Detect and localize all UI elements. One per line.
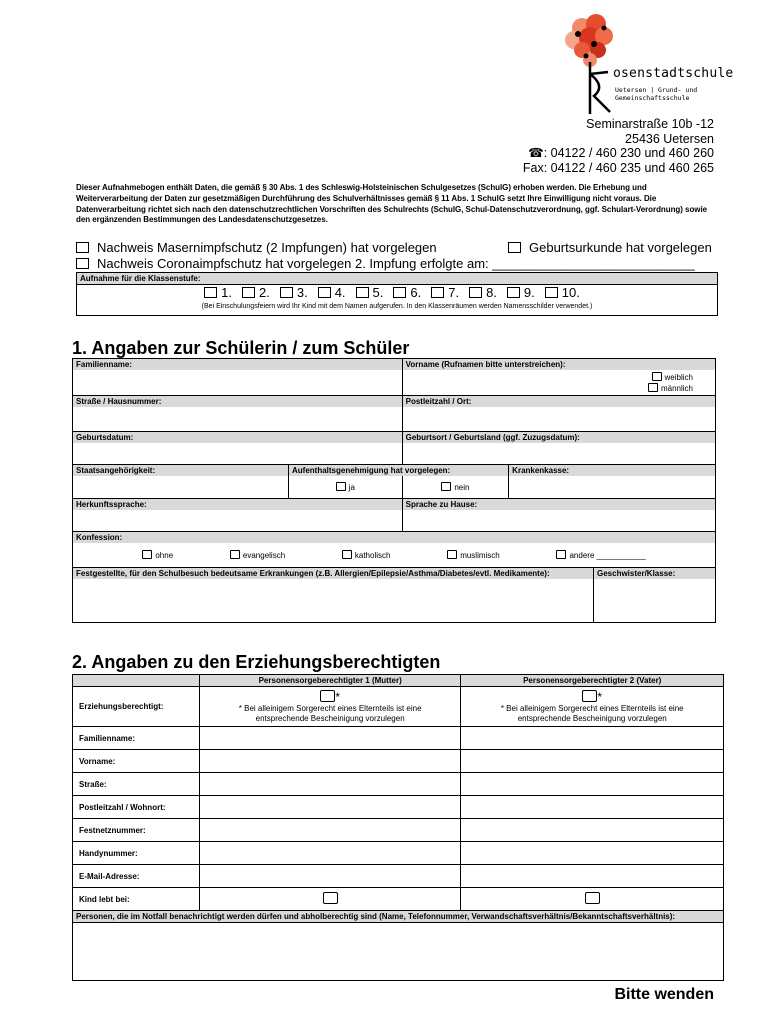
konfession-checkbox[interactable] [556,550,566,559]
guardian2-field[interactable] [461,865,724,888]
klasse-label: 6. [410,285,422,300]
klasse-label: 4. [334,285,346,300]
klasse-checkbox[interactable] [242,287,255,298]
maennlich-label: männlich [660,384,693,393]
klasse-checkbox[interactable] [356,287,369,298]
klasse-label: 8. [486,285,497,300]
vorname-label: Vorname (Rufnamen bitte unterstreichen): [402,359,715,371]
konfession-checkbox[interactable] [342,550,352,559]
ja-checkbox[interactable] [336,482,346,491]
konfession-option [230,550,285,560]
geburtsurkunde-check-row [508,240,712,255]
guardian-row-label: Festnetznummer: [73,819,200,842]
masern-checkbox[interactable] [76,242,89,253]
address-phone: ☎: 04122 / 460 230 und 460 260 [528,146,714,161]
guardian-row [73,773,724,796]
guardian1-star: * [335,689,340,704]
konfession-label: muslimisch [460,550,500,560]
guardian1-checkbox[interactable] [320,690,335,702]
herkunft-field[interactable] [73,510,403,532]
notfall-label: Personen, die im Notfall benachrichtigt werden dürfen und abholberechtig sind (Name, Telefonnummer, Verwandschaftsverhältnis/Bekanntschaftsverhältnis): [73,911,724,923]
klassenstufe-header: Aufnahme für die Klassenstufe: [77,273,717,285]
konfession-option [556,550,645,560]
student-table [72,358,716,568]
guardian-row [73,819,724,842]
konfession-checkbox[interactable] [230,550,240,559]
klasse-option[interactable] [280,285,308,300]
notfall-table [72,911,724,981]
klasse-label: 3. [296,285,308,300]
klasse-checkbox[interactable] [545,287,558,298]
geburtsort-field[interactable] [402,443,715,465]
konfession-label: Konfession: [73,532,716,544]
klasse-checkbox[interactable] [318,287,331,298]
address-city: 25436 Uetersen [625,131,714,146]
klasse-option[interactable] [507,285,535,300]
geburtsurkunde-label: Geburtsurkunde hat vorgelegen [529,240,712,255]
logo-wordmark: osenstadtschule [613,66,734,81]
guardian1-note-2: entsprechende Bescheinigung vorzulegen [255,713,405,723]
klasse-option[interactable] [469,285,497,300]
strasse-label: Straße / Hausnummer: [73,396,403,408]
guardian1-field[interactable] [199,865,461,888]
klasse-option[interactable] [204,285,232,300]
erkrankungen-label: Festgestellte, für den Schulbesuch bedeutsame Erkrankungen (z.B. Allergien/Epilepsie/Asthma/Diabetes/evtl. Medikamente): [73,568,594,579]
konfession-option [447,550,500,560]
klasse-label: 10. [561,285,580,300]
guardian2-field[interactable] [461,750,724,773]
guardian-row [73,750,724,773]
klasse-checkbox[interactable] [393,287,406,298]
klasse-option[interactable] [431,285,459,300]
nein-checkbox[interactable] [441,482,451,491]
weiblich-checkbox[interactable] [652,372,662,381]
klasse-label: 2. [259,285,270,300]
klasse-label: 1. [221,285,232,300]
plz-label: Postleitzahl / Ort: [402,396,715,408]
guardian1-note-1: * Bei alleinigem Sorgerecht eines Elternteils ist eine [238,703,422,713]
guardian2-field[interactable] [461,796,724,819]
guardian-row-label: Straße: [73,773,200,796]
masern-check-row [76,240,437,255]
kind-lebt-bei-guardian1-checkbox[interactable] [323,892,338,904]
aufenthalt-ja [288,476,402,498]
guardian1-field[interactable] [199,727,461,750]
staat-field[interactable] [73,476,289,498]
erkrankungen-field[interactable] [73,579,594,623]
aufenthalt-label [288,465,508,477]
logo-subtitle-line-1: Uetersen | Grund- und [615,86,698,94]
plz-field[interactable] [402,407,715,431]
guardian2-checkbox[interactable] [582,690,597,702]
guardian2-note-2: entsprechende Bescheinigung vorzulegen [517,713,667,723]
erkrankungen-table [72,568,716,624]
guardian-row [73,796,724,819]
guardian-row [73,865,724,888]
guardian2-field[interactable] [461,888,724,911]
klasse-checkbox[interactable] [280,287,293,298]
masern-label: Nachweis Masernimpfschutz (2 Impfungen) hat vorgelegen [97,240,437,255]
guardian-row [73,888,724,911]
klasse-label: 5. [372,285,384,300]
guardian1-field[interactable] [199,819,461,842]
kind-lebt-bei-guardian2-checkbox[interactable] [585,892,600,904]
guardian-col2-header: Personensorgeberechtigter 2 (Vater) [461,675,724,687]
klasse-checkbox[interactable] [204,287,217,298]
geburtsdatum-label: Geburtsdatum: [73,431,403,443]
privacy-notice: Dieser Aufnahmebogen enthält Daten, die gemäß § 30 Abs. 1 des Schleswig-Holsteinischen Schulgesetzes (SchulG) erhoben werden. Die Erhebung und Weiterverarbeitung der Daten zur gesetzmäßigen Durchführung des Schulverhältnisses gemäß § 11 Abs. 1 SchulG setzt Ihre Einwilligung nicht voraus. Die Datenverarbeitung richtet sich nach den datenschutzrechtlichen Vorschriften des Schulrechts (SchulG, Schul-Datenschutzverordnung, ggf. Schulart-Verordnung) sowie den ergänzenden Bestimmungen des Landesdatenschutzgesetzes. [76,183,708,225]
guardian2-field[interactable] [461,842,724,865]
section1-title: 1. Angaben zur Schülerin / zum Schüler [72,338,410,358]
konfession-field [73,543,716,567]
notfall-field[interactable] [73,923,724,981]
erziehungsberechtigt-label: Erziehungsberechtigt: [73,687,200,727]
aufenthalt-nein [402,476,509,498]
konfession-option [342,550,391,560]
address-street: Seminarstraße 10b -12 [586,117,714,131]
corona-check-row [76,256,695,271]
guardian1-field[interactable] [199,888,461,911]
corona-label: Nachweis Coronaimpfschutz hat vorgelegen 2. Impfung erfolgte am: ____________________________ [97,256,695,271]
guardian1-field[interactable] [199,842,461,865]
konfession-label: katholisch [354,550,391,560]
konfession-options [74,550,714,560]
klasse-checkbox[interactable] [469,287,482,298]
section2-title: 2. Angaben zu den Erziehungsberechtigten [72,652,441,672]
klassenstufe-options [77,285,717,301]
guardian-row [73,842,724,865]
student-form [72,358,716,623]
geburtsdatum-field[interactable] [73,443,403,465]
ja-label: ja [348,482,355,492]
klasse-option[interactable] [318,285,346,300]
logo-subtitle-line-2: Gemeinschaftsschule [615,94,690,102]
krankenkasse-label: Krankenkasse: [509,465,716,477]
klassenstufe-note: (Bei Einschulungsfeiern wird Ihr Kind mit dem Namen aufgerufen. In den Klassenräumen werden Namensschilder verwendet.) [201,303,593,310]
vorname-field[interactable] [402,370,715,396]
geschwister-field[interactable] [594,579,716,623]
guardian1-sorgerecht [199,687,461,727]
guardian-table [72,674,724,911]
konfession-label: evangelisch [242,550,286,560]
strasse-field[interactable] [73,407,403,431]
klasse-label: 9. [523,285,535,300]
klasse-option[interactable] [242,285,270,300]
guardian-row-label: Familienname: [73,727,200,750]
guardian2-field[interactable] [461,727,724,750]
aufenthalt-text: Aufenthaltsgenehmigung hat vorgelegen: [291,466,451,475]
guardian-row-label: Postleitzahl / Wohnort: [73,796,200,819]
klassenstufe-box [76,272,718,316]
konfession-option [142,550,173,560]
bitte-wenden: Bitte wenden [614,986,714,1003]
konfession-label: andere ___________ [569,550,646,560]
klasse-label: 7. [448,285,460,300]
guardian-row-label: Handynummer: [73,842,200,865]
konfession-label: ohne [155,550,174,560]
herkunft-label: Herkunftssprache: [73,498,403,510]
guardian1-field[interactable] [199,750,461,773]
nein-label: nein [454,482,470,492]
guardian1-field[interactable] [199,773,461,796]
weiblich-label: weiblich [664,373,693,382]
school-address [523,117,714,175]
klasse-checkbox[interactable] [507,287,520,298]
sprache-haus-field[interactable] [402,510,715,532]
krankenkasse-field[interactable] [509,476,716,498]
logo-subtitle [615,86,697,102]
familienname-label: Familienname: [73,359,403,371]
guardian2-note-1: * Bei alleinigem Sorgerecht eines Elternteils ist eine [500,703,684,713]
guardian-row [73,727,724,750]
klasse-option[interactable] [356,285,384,300]
school-logo [560,14,734,119]
guardian-col1-header: Personensorgeberechtigter 1 (Mutter) [199,675,461,687]
klasse-checkbox[interactable] [431,287,444,298]
guardian-row-label: Kind lebt bei: [73,888,200,911]
maennlich-checkbox[interactable] [648,383,658,392]
konfession-checkbox[interactable] [447,550,457,559]
staat-label: Staatsangehörigkeit: [73,465,289,477]
guardian-form [72,674,724,981]
guardian1-field[interactable] [199,796,461,819]
konfession-checkbox[interactable] [142,550,152,559]
guardian2-sorgerecht [461,687,724,727]
guardian2-star: * [597,689,603,704]
guardian-row-label: Vorname: [73,750,200,773]
geschwister-label: Geschwister/Klasse: [594,568,716,579]
guardian-row-label: E-Mail-Adresse: [73,865,200,888]
guardian2-field[interactable] [461,773,724,796]
address-fax: Fax: 04122 / 460 235 und 460 265 [522,160,714,175]
familienname-field[interactable] [73,370,403,396]
klasse-option[interactable] [393,285,421,300]
guardian2-field[interactable] [461,819,724,842]
corona-checkbox[interactable] [76,258,89,269]
guardian-corner [73,675,200,687]
sprache-haus-label: Sprache zu Hause: [402,498,715,510]
klasse-option[interactable] [545,285,580,300]
geburtsurkunde-checkbox[interactable] [508,242,521,253]
geburtsort-label: Geburtsort / Geburtsland (ggf. Zuzugsdatum): [402,431,715,443]
